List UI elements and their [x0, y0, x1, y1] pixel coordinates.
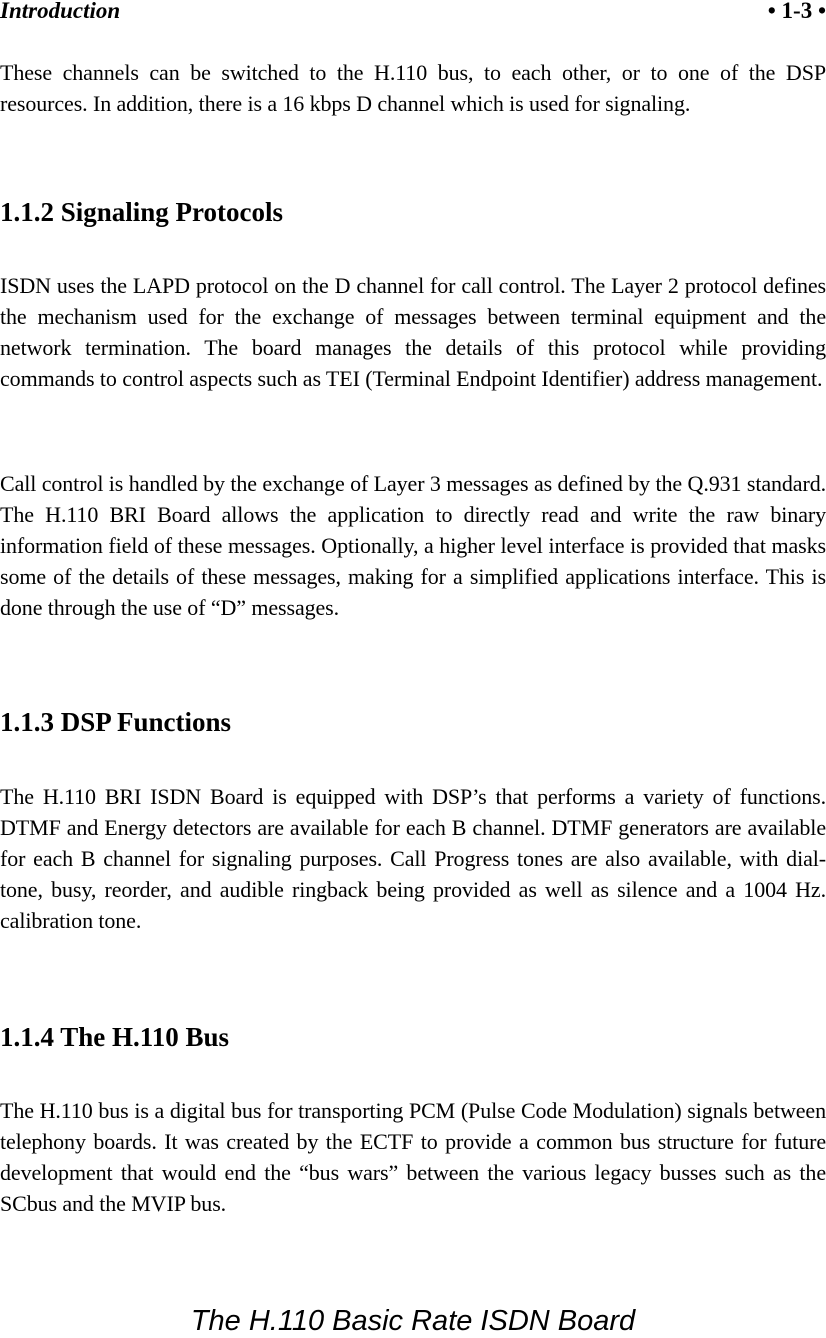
- paragraph-signaling-layer3: Call control is handled by the exchange of Layer 3 messages as defined by the Q.931 standard. The H.110 BRI Board allows the application to directly read and write the raw binary information field of these messages. Optionally, a higher level interface is provided that masks some of the details of these messages, making for a simplified applications interface. This is done through the use of “D” messages.: [0, 471, 826, 620]
- paragraph-intro: These channels can be switched to the H.110 bus, to each other, or to one of the DSP resources. In addition, there is a 16 kbps D channel which is used for signaling.: [0, 60, 826, 116]
- heading-h110-bus: 1.1.4 The H.110 Bus: [0, 1022, 230, 1052]
- paragraph-signaling-layer2: ISDN uses the LAPD protocol on the D channel for call control. The Layer 2 protocol defines the mechanism used for the exchange of messages between terminal equipment and the network termination. The board manages the details of this protocol while providing commands to control aspects such as TEI (Terminal Endpoint Identifier) address management.: [0, 273, 826, 391]
- header-section-title: Introduction: [0, 0, 121, 23]
- paragraph-h110-bus: The H.110 bus is a digital bus for transporting PCM (Pulse Code Modulation) signals between telephony boards. It was created by the ECTF to provide a common bus structure for future development that would end the “bus wars” between the various legacy busses such as the SCbus and the MVIP bus.: [0, 1098, 826, 1216]
- heading-signaling-protocols: 1.1.2 Signaling Protocols: [0, 197, 284, 227]
- header-page-number: • 1-3 •: [767, 0, 826, 23]
- heading-dsp-functions: 1.1.3 DSP Functions: [0, 707, 232, 737]
- paragraph-dsp-functions: The H.110 BRI ISDN Board is equipped with DSP’s that performs a variety of functions. DTMF and Energy detectors are available for each B channel. DTMF generators are available for each B channel for signaling purposes. Call Progress tones are also available, with dial-tone, busy, reorder, and audible ringback being provided as well as silence and a 1004 Hz. calibration tone.: [0, 784, 826, 933]
- page-footer-title: The H.110 Basic Rate ISDN Board: [190, 1305, 636, 1337]
- page-header: [0, 0, 826, 28]
